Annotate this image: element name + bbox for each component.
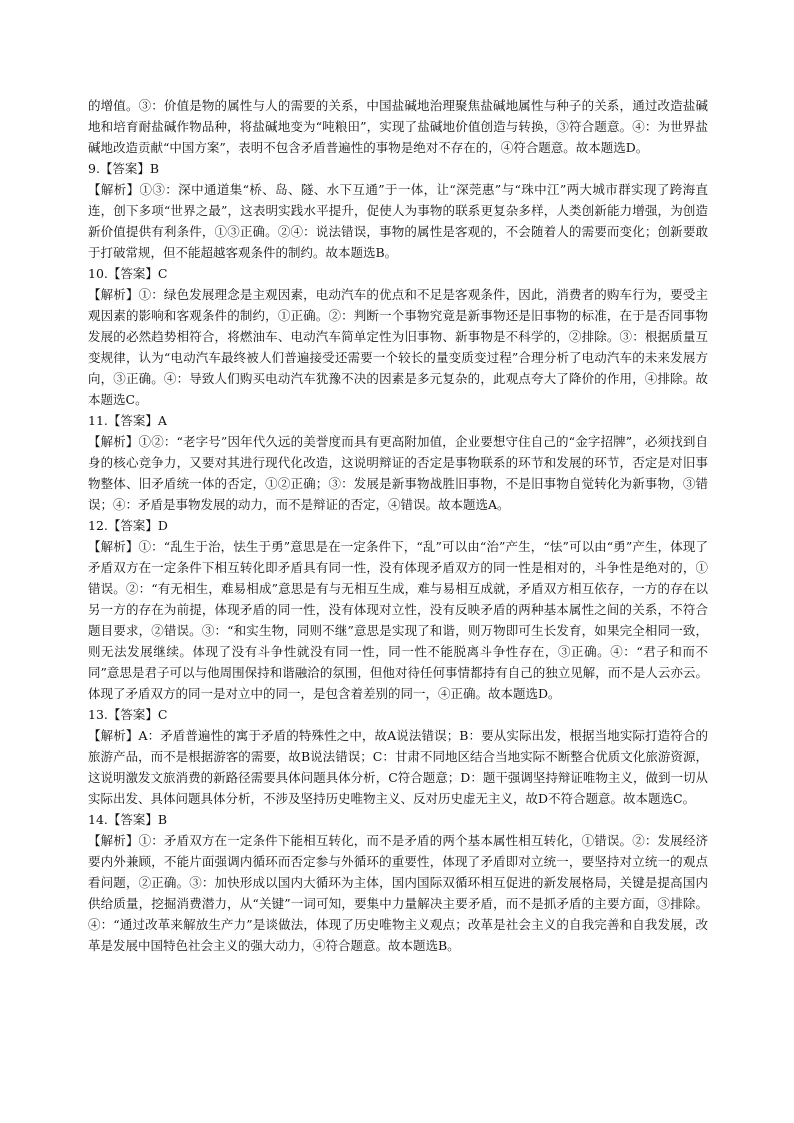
answer-line-11: 11.【答案】A bbox=[88, 413, 167, 428]
analysis-paragraph-10: 【解析】①：绿色发展理念是主观因素，电动汽车的优点和不足是客观条件，因此，消费者的购车行为，要受主观因素的影响和客观条件的制约，①正确。②：判断一个事物究竟是新事物还是旧事物的标准，在于是否同事物发展的必然趋势相符合，将燃油车、电动汽车简单定性为旧事物、新事物是不科学的，②排除。③：根据质量互变规律，认为“电动汽车最终被人们普遍接受还需要一个较长的量变质变过程”合理分析了电动汽车的未来发展方向，③正确。④：导致人们购买电动汽车犹豫不决的因素是多元复杂的，此观点夸大了降价的作用，④排除。故本题选C。 bbox=[88, 287, 708, 407]
answer-document bbox=[88, 95, 708, 956]
analysis-paragraph-13: 【解析】A：矛盾普遍性的寓于矛盾的特殊性之中，故A说法错误；B：要从实际出发，根据当地实际打造符合的旅游产品，而不是根据游客的需要，故B说法错误；C：甘肃不同地区结合当地实际不断整合优质文化旅游资源，这说明激发文旅消费的新路径需要具体问题具体分析，C符合题意；D：题干强调坚持辩证唯物主义，做到一切从实际出发、具体问题具体分析，不涉及坚持历史唯物主义、反对历史虚无主义，故D不符合题意。故本题选C。 bbox=[88, 728, 708, 806]
analysis-paragraph-12: 【解析】①：“乱生于治，怯生于勇”意思是在一定条件下，“乱”可以由“治”产生，“怯”可以由“勇”产生，体现了矛盾双方在一定条件下相互转化即矛盾具有同一性，没有体现矛盾双方的同一性是相对的，斗争性是绝对的，①错误。②：“有无相生，难易相成”意思是有与无相互生成，难与易相互成就，矛盾双方相互依存，一方的存在以另一方的存在为前提，体现矛盾的同一性，没有体现对立性，没有反映矛盾的两种基本属性之间的关系，不符合题目要求，②错误。③：“和实生物，同则不继”意思是实现了和谐，则万物即可生长发育，如果完全相同一致，则无法发展继续。体现了没有斗争性就没有同一性，同一性不能脱离斗争性存在，③正确。④：“君子和而不同”意思是君子可以与他周围保持和谐融洽的氛围，但他对待任何事情都持有自己的独立见解，而不是人云亦云。体现了矛盾双方的同一是对立中的同一，是包含着差别的同一，④正确。故本题选D。 bbox=[88, 539, 708, 701]
answer-line-13: 13.【答案】C bbox=[88, 707, 168, 722]
analysis-paragraph-14: 【解析】①：矛盾双方在一定条件下能相互转化，而不是矛盾的两个基本属性相互转化，①错误。②：发展经济要内外兼顾，不能片面强调内循环而否定参与外循环的重要性，体现了矛盾即对立统一，要坚持对立统一的观点看问题，②正确。③：加快形成以国内大循环为主体，国内国际双循环相互促进的新发展格局，关键是提高国内供给质量，挖掘消费潜力，从“关键”一词可知，要集中力量解决主要矛盾，而不是抓矛盾的主要方面，③排除。④：“通过改革来解放生产力”是谈做法，体现了历史唯物主义观点；改革是社会主义的自我完善和自我发展，改革是发展中国特色社会主义的强大动力，④符合题意。故本题选B。 bbox=[88, 833, 708, 953]
answer-line-9: 9.【答案】B bbox=[88, 161, 160, 176]
answer-line-12: 12.【答案】D bbox=[88, 518, 168, 533]
answer-line-10: 10.【答案】C bbox=[88, 266, 168, 281]
answer-line-14: 14.【答案】B bbox=[88, 812, 168, 827]
intro-paragraph: 的增值。③：价值是物的属性与人的需要的关系，中国盐碱地治理聚焦盐碱地属性与种子的关系，通过改造盐碱地和培育耐盐碱作物品种，将盐碱地变为“吨粮田”，实现了盐碱地价值创造与转换，③符合题意。④：为世界盐碱地改造贡献“中国方案”，表明不包含矛盾普遍性的事物是绝对不存在的，④符合题意。故本题选D。 bbox=[88, 98, 708, 155]
analysis-paragraph-11: 【解析】①②：“老字号”因年代久远的美誉度而具有更高附加值，企业要想守住自己的“金字招牌”，必须找到自身的核心竞争力，又要对其进行现代化改造，这说明辩证的否定是事物联系的环节和发展的环节，否定是对旧事物整体、旧矛盾统一体的否定，①②正确；③：发展是新事物战胜旧事物，不是旧事物自觉转化为新事物，③错误；④：矛盾是事物发展的动力，而不是辩证的否定，④错误。故本题选A。 bbox=[88, 434, 708, 512]
analysis-paragraph-9: 【解析】①③：深中通道集“桥、岛、隧、水下互通”于一体，让“深莞惠”与“珠中江”两大城市群实现了跨海直连，创下多项“世界之最”，这表明实践水平提升，促使人为事物的联系更复杂多样，人类创新能力增强，为创造新价值提供有利条件，①③正确。②④：说法错误，事物的属性是客观的，不会随着人的需要而变化；创新要敢于打破常规，但不能超越客观条件的制约。故本题选B。 bbox=[88, 182, 708, 260]
